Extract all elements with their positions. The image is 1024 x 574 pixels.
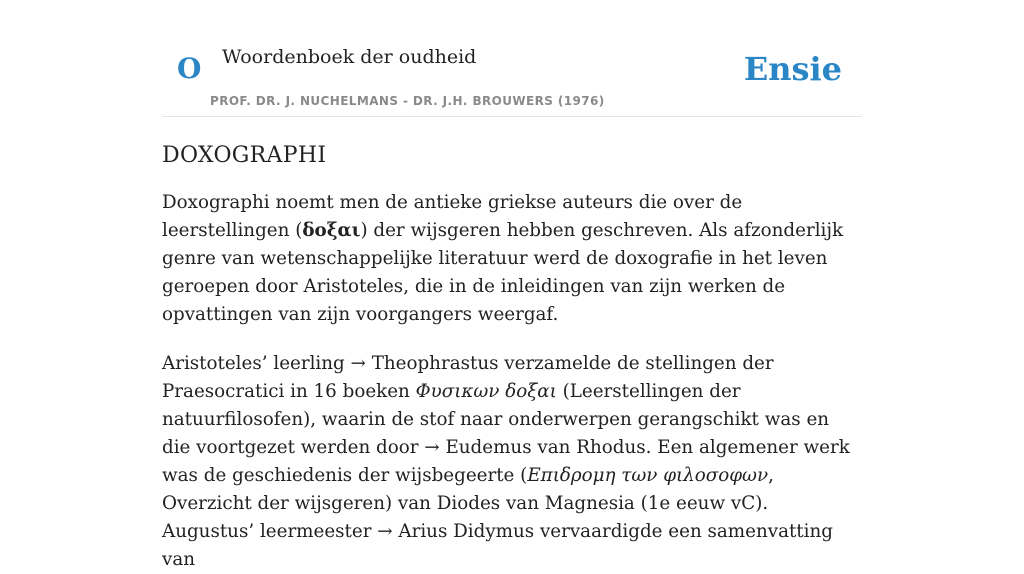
- greek-title: Φυσικων δοξαι: [415, 381, 557, 402]
- book-title[interactable]: Woordenboek der oudheid: [222, 46, 477, 68]
- paragraph-text: ) der wijsgeren hebben geschreven. Als afzonderlijk genre van wetenschappelijke literatuur werd de doxografie in het leven geroepen door Aristoteles, die in de inleidingen van zijn werken de opvattingen van zijn voorgangers weergaf.: [162, 220, 844, 325]
- greek-term: δοξαι: [302, 220, 361, 241]
- index-letter[interactable]: O: [177, 52, 202, 85]
- paragraph-text: , Overzicht der wijsgeren) van Diodes van Magnesia (1e eeuw vC). Augustus’ leermeester → Arius Didymus vervaardigde een samenvatting van: [162, 465, 833, 570]
- page: [162, 0, 862, 574]
- paragraph-text: Doxographi noemt men de antieke griekse auteurs die over de leerstellingen (: [162, 192, 743, 241]
- paragraph-text: Aristoteles’ leerling → Theophrastus verzamelde de stellingen der Praesocratici in 16 boeken: [162, 353, 774, 402]
- header: [162, 0, 862, 117]
- greek-title: Επιδρομη των φιλοσοφων: [527, 465, 769, 486]
- entry-paragraph-2: [162, 350, 862, 574]
- entry-title: DOXOGRAPHI: [162, 143, 327, 168]
- entry-paragraph-1: [162, 189, 862, 329]
- paragraph-text: (Leerstellingen der natuurfilosofen), waarin de stof naar onderwerpen gerangschikt was en die voortgezet werden door → Eudemus van Rhodus. Een algemener werk was de geschiedenis der wijsbegeerte (: [162, 381, 850, 486]
- ensie-logo[interactable]: Ensie: [743, 50, 842, 88]
- book-authors: PROF. DR. J. NUCHELMANS - DR. J.H. BROUWERS (1976): [210, 94, 605, 108]
